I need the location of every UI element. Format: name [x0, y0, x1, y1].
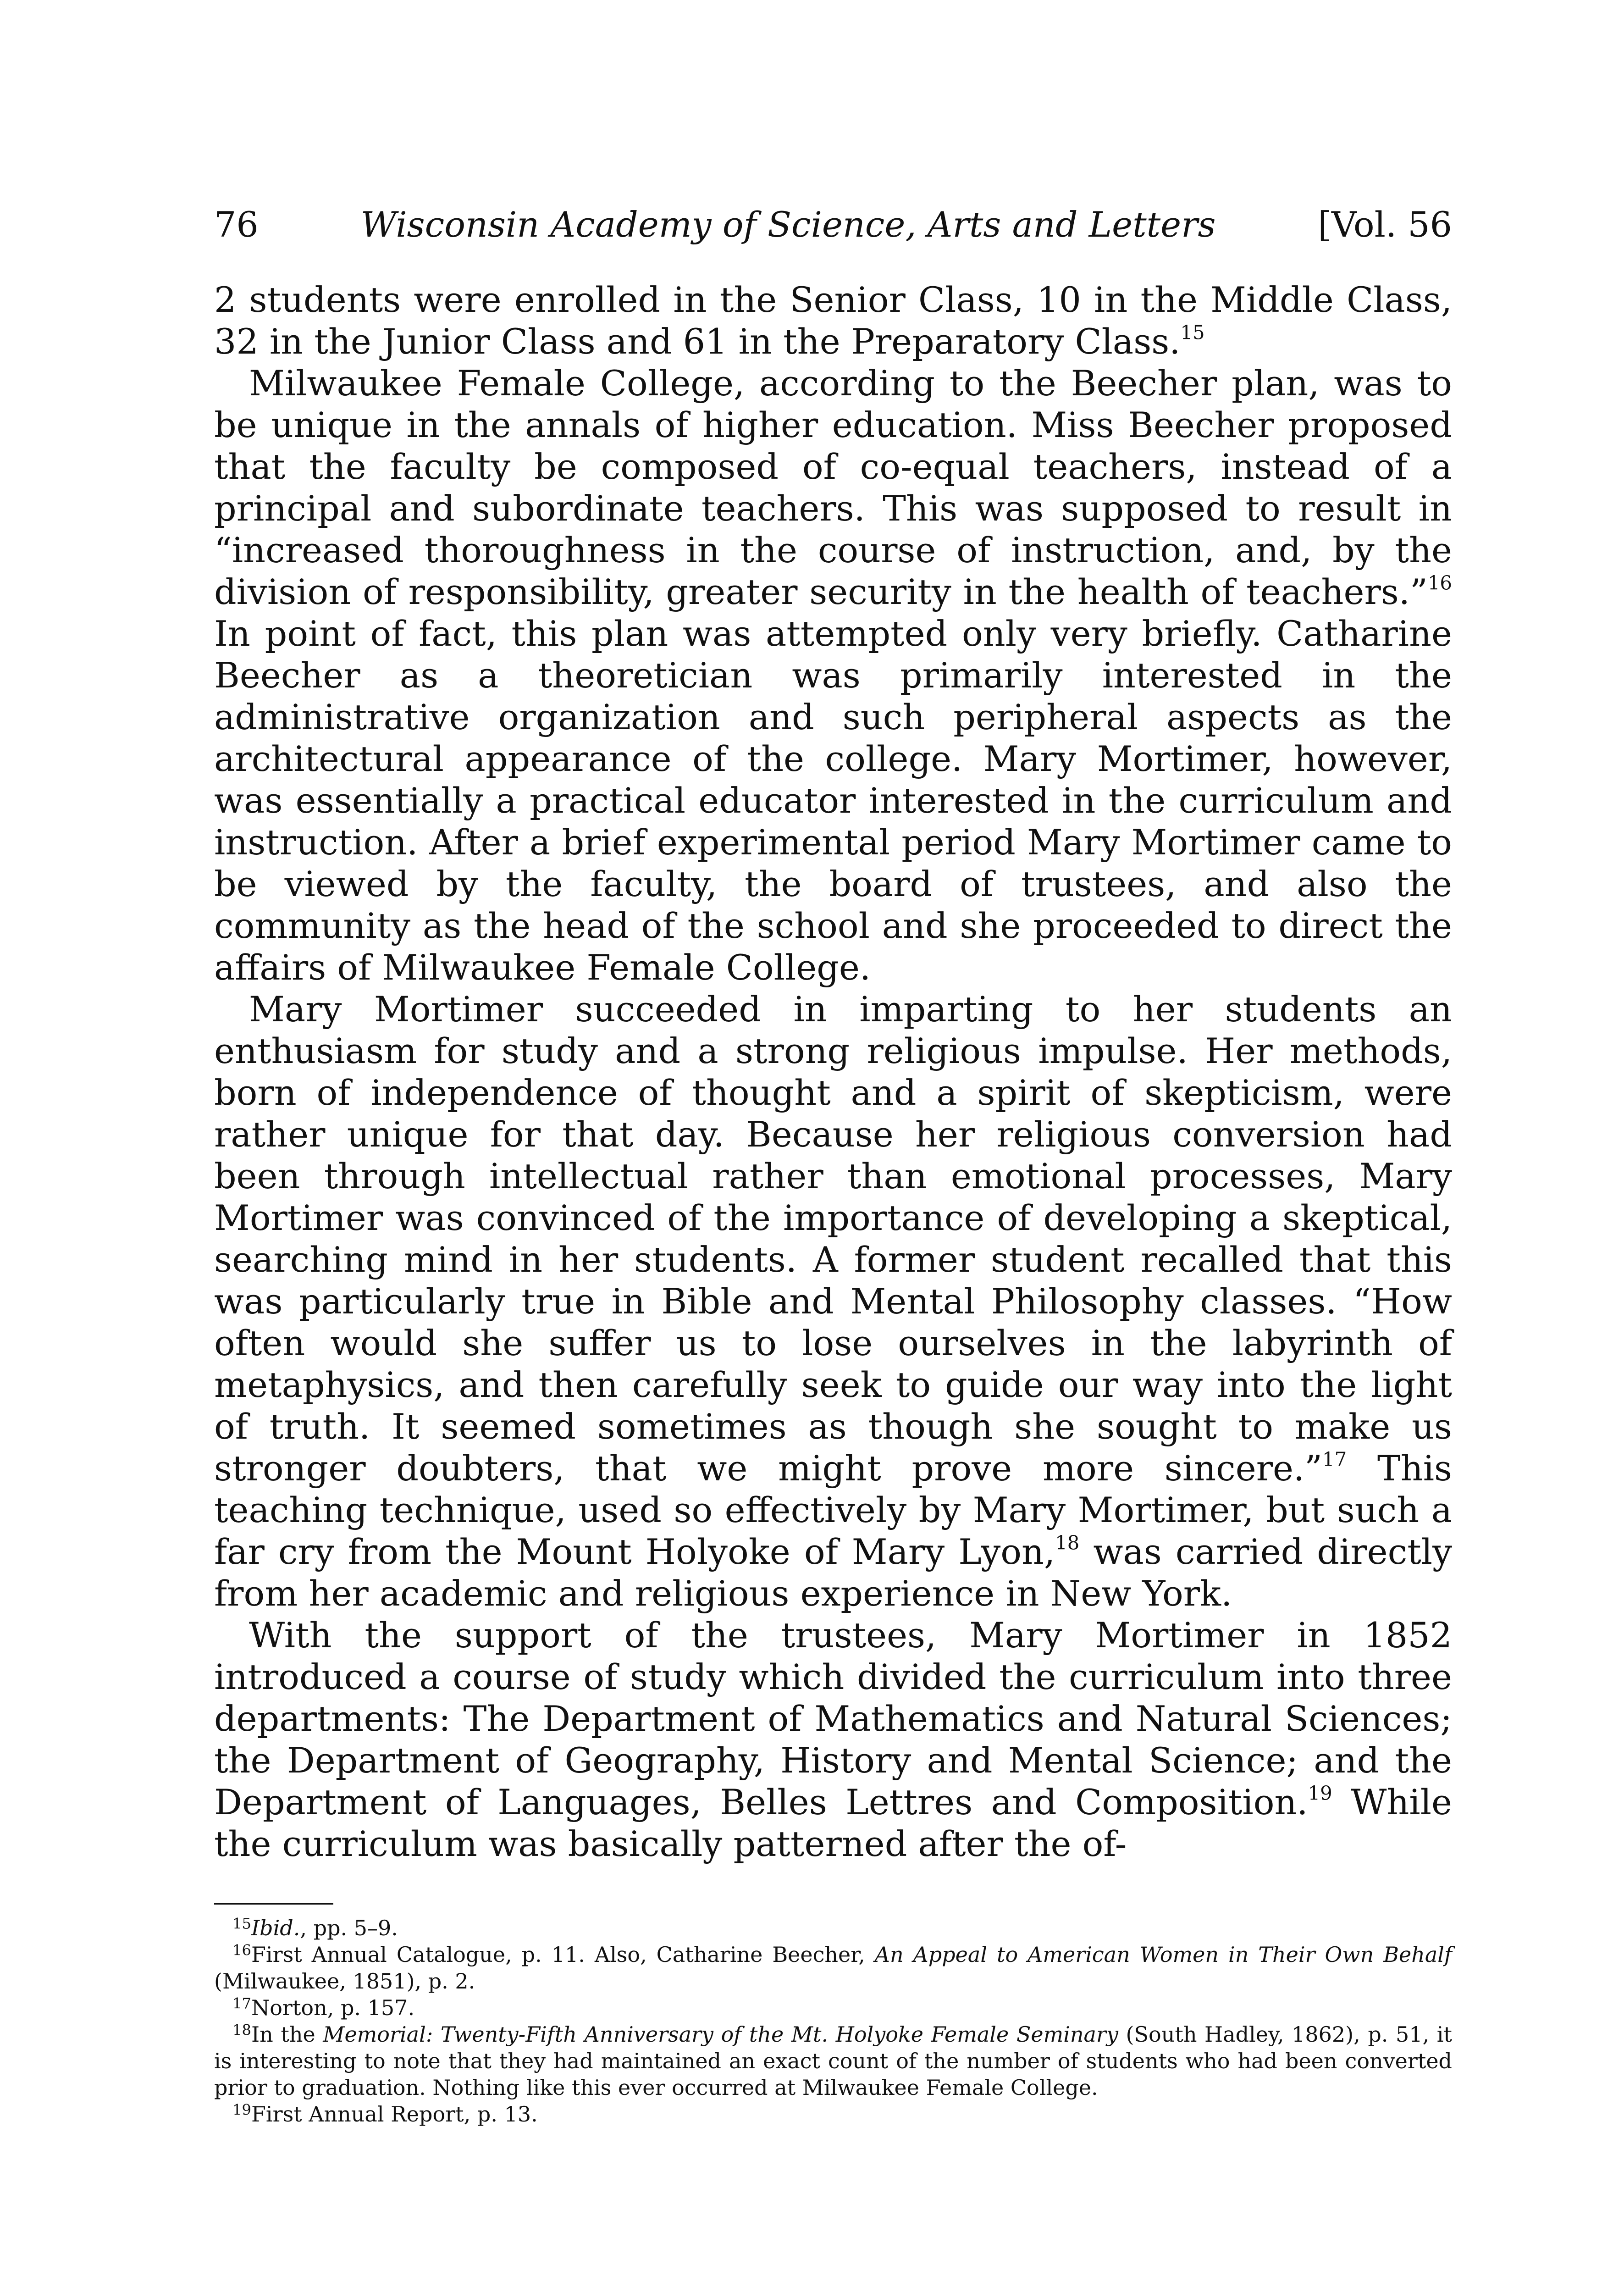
volume-label: [Vol. 56	[1318, 204, 1452, 245]
footnote-16	[214, 1941, 1452, 1994]
footnote-16-text-a: First Annual Catalogue, p. 11. Also, Catharine Beecher,	[251, 1942, 875, 1967]
running-header	[214, 202, 1452, 248]
body-text	[214, 279, 1452, 1865]
paragraph-1-text: 2 students were enrolled in the Senior Class, 10 in the Middle Class, 32 in the Junior Class and 61 in the Preparatory Class.	[214, 279, 1452, 362]
paragraph-2	[214, 362, 1452, 988]
paragraph-4-tail: While the curriculum was basically patterned after the of-	[214, 1782, 1453, 1864]
paragraph-3-text-c: was carried directly from her academic and religious experience in New York.	[214, 1531, 1453, 1614]
paragraph-3-text-b: This teaching technique, used so effectively by Mary Mortimer, but such a far cry from the Mount Holyoke of Mary Lyon,	[214, 1448, 1452, 1572]
footnote-mark-17: 17	[232, 1994, 251, 2012]
footnote-18	[214, 2021, 1452, 2101]
page-number: 76	[214, 204, 259, 245]
footnote-divider	[214, 1903, 333, 1905]
footnote-ref-15[interactable]: 15	[1180, 321, 1205, 344]
paragraph-4-text: With the support of the trustees, Mary Mortimer in 1852 introduced a course of study which divided the curriculum into three departments: The Department of Mathematics and Natural Sciences; the Department of Geography, History and Mental Science; and the Department of Languages, Belles Lettres and Composition.	[214, 1615, 1452, 1822]
footnote-mark-16: 16	[232, 1941, 251, 1959]
footnote-17-text: Norton, p. 157.	[251, 1995, 415, 2020]
footnote-19-text: First Annual Report, p. 13.	[251, 2102, 538, 2127]
footnote-18-text-a: In the	[251, 2022, 323, 2047]
paragraph-2-text-a: Milwaukee Female College, according to the Beecher plan, was to be unique in the annals of higher education. Miss Beecher proposed that the faculty be composed of co-equal teachers, instead of a principal and subordinate teachers. This was supposed to result in “increased thoroughness in the course of instruction, and, by the division of responsibility, greater security in the health of teachers.”	[214, 363, 1452, 612]
footnote-ref-17[interactable]: 17	[1322, 1448, 1347, 1471]
footnote-15-ibid: Ibid.	[251, 1916, 300, 1940]
footnote-18-text-b: (South Hadley, 1862), p. 51, it is interesting to note that they had maintained an exact count of the number of students who had been converted prior to graduation. Nothing like this ever occurred at Milwaukee Female College.	[214, 2022, 1452, 2100]
footnote-ref-16[interactable]: 16	[1427, 571, 1452, 594]
footnote-16-book-title: An Appeal to American Women in Their Own Behalf	[874, 1942, 1453, 1967]
paragraph-1	[214, 279, 1452, 362]
paragraph-2-text-b: In point of fact, this plan was attempted only very briefly. Catharine Beecher as a theoretician was primarily interested in the administrative organization and such peripheral aspects as the architectural appearance of the college. Mary Mortimer, however, was essentially a practical educator interested in the curriculum and instruction. After a brief experimental period Mary Mortimer came to be viewed by the faculty, the board of trustees, and also the community as the head of the school and she proceeded to direct the affairs of Milwaukee Female College.	[214, 613, 1452, 988]
footnote-ref-19[interactable]: 19	[1308, 1782, 1332, 1805]
journal-title: Wisconsin Academy of Science, Arts and Letters	[360, 204, 1216, 245]
footnote-18-book-title: Memorial: Twenty-Fifth Anniversary of the Mt. Holyoke Female Seminary	[323, 2022, 1118, 2047]
footnote-17	[214, 1994, 1452, 2021]
footnote-mark-15: 15	[232, 1915, 251, 1933]
page	[214, 202, 1452, 2127]
paragraph-3	[214, 988, 1452, 1614]
footnotes	[214, 1915, 1452, 2127]
footnote-16-text-b: (Milwaukee, 1851), p. 2.	[214, 1969, 475, 1994]
paragraph-3-text-a: Mary Mortimer succeeded in imparting to her students an enthusiasm for study and a strong religious impulse. Her methods, born of independence of thought and a spirit of skepticism, were rather unique for that day. Because her religious conversion had been through intellectual rather than emotional processes, Mary Mortimer was convinced of the importance of developing a skeptical, searching mind in her students. A former student recalled that this was particularly true in Bible and Mental Philosophy classes. “How often would she suffer us to lose ourselves in the labyrinth of metaphysics, and then carefully seek to guide our way into the light of truth. It seemed sometimes as though she sought to make us stronger doubters, that we might prove more sincere.”	[214, 989, 1452, 1489]
footnote-mark-18: 18	[232, 2021, 251, 2039]
paragraph-4	[214, 1614, 1452, 1865]
footnote-ref-18[interactable]: 18	[1055, 1531, 1080, 1554]
footnote-mark-19: 19	[232, 2101, 251, 2119]
footnote-15	[214, 1915, 1452, 1941]
footnote-15-text: , pp. 5–9.	[300, 1916, 398, 1940]
footnote-19	[214, 2101, 1452, 2127]
